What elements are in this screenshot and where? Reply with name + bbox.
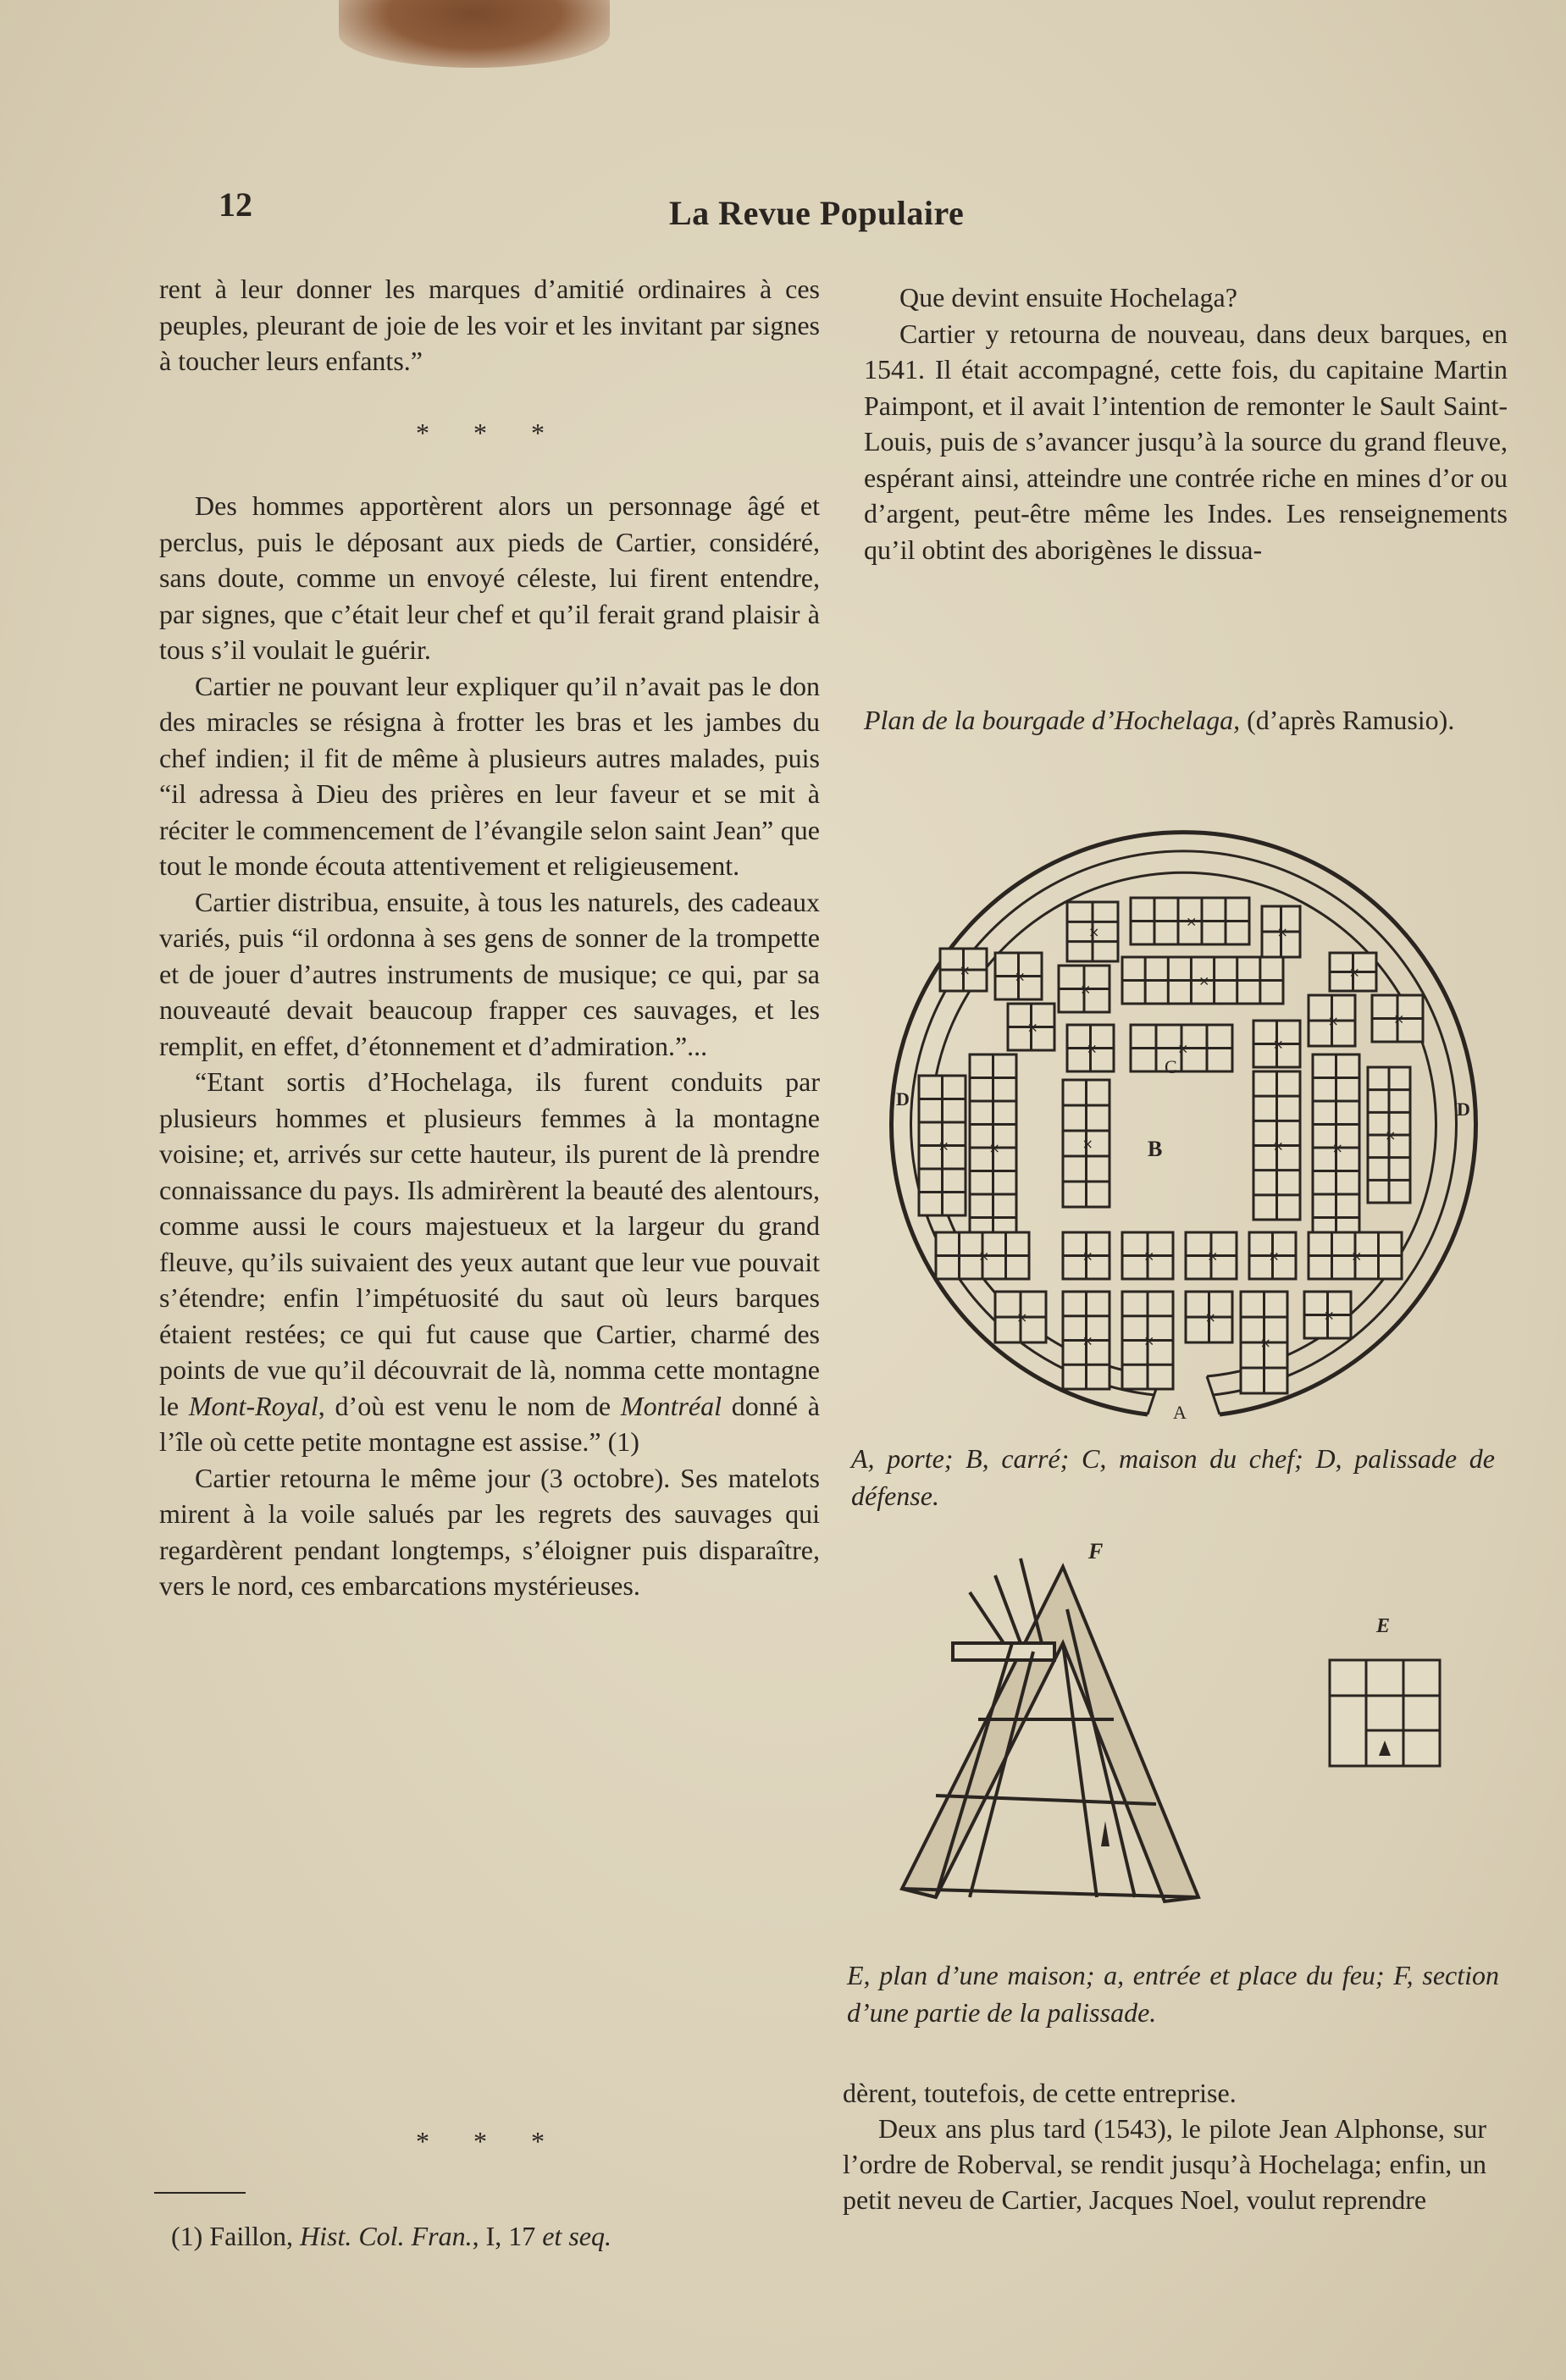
label-f: F	[1088, 1539, 1104, 1564]
fireplace-mark: ×	[938, 1137, 949, 1154]
running-head: La Revue Populaire	[669, 194, 965, 232]
fireplace-mark: ×	[1385, 1127, 1397, 1143]
text-run: , d’où est venu le nom de	[318, 1390, 621, 1421]
fireplace-mark: ×	[1082, 1248, 1093, 1265]
label-b: B	[1148, 1137, 1163, 1161]
fireplace-mark: ×	[1207, 1248, 1219, 1265]
house-plan-illustration	[1321, 1613, 1448, 1783]
place-name: Montréal	[620, 1390, 722, 1421]
fireplace-mark: ×	[959, 962, 971, 978]
fireplace-mark: ×	[1204, 1309, 1216, 1326]
fireplace-mark: ×	[1143, 1248, 1155, 1265]
paragraph	[159, 1064, 820, 1460]
citation-abbrev: et seq.	[542, 2221, 611, 2251]
right-column-continued	[843, 2075, 1486, 2217]
figure-caption: E, plan d’une maison; a, entrée et place du feu; F, section d’une partie de la palissade.	[847, 1960, 1499, 2028]
page-number: 12	[219, 185, 252, 224]
water-stain	[339, 0, 610, 68]
stake	[970, 1592, 1004, 1643]
fireplace-mark: ×	[978, 1248, 990, 1265]
section-separator: * * *	[416, 2126, 563, 2156]
caption-source: (d’après Ramusio).	[1240, 705, 1455, 735]
stake	[995, 1575, 1021, 1643]
paragraph: Cartier y retourna de nouveau, dans deux barques, en 1541. Il était accompagné, cette fois, du capitaine Martin Paimpont, et il avait l’intention de remonter le Sault Saint-Louis, puis de s’avancer jusqu’à la source du grand fleuve, espérant ainsi, atteindre une contrée riche en mines d’or ou d’argent, peut-être même les Indes. Les renseignements qu’il obtint des aborigènes le dissua-	[864, 318, 1508, 565]
label-a: A	[1173, 1402, 1187, 1419]
paragraph: Cartier ne pouvant leur expliquer qu’il n’avait pas le don des miracles se résigna à frotter les bras et les jambes du chef indien; il fit de même à plusieurs autres malades, puis “il adressa à Dieu des prières en leur faveur et se mit à réciter le commencement de l’évangile selon saint Jean” que tout le monde écouta attentivement et religieusement.	[159, 670, 820, 881]
fireplace-mark: ×	[1351, 1248, 1363, 1265]
paragraph: Des hommes apportèrent alors un personnage âgé et perclus, puis le déposant aux pieds de Cartier, considéré, sans doute, comme un envoyé céleste, lui firent entendre, par signes, que c’était leur chef et qu’il ferait grand plaisir à tous s’il voulait le guérir.	[159, 490, 820, 665]
fireplace-mark: ×	[1276, 924, 1288, 940]
fireplace-mark: ×	[1331, 1140, 1343, 1156]
citation-title: Hist. Col. Fran.	[299, 2221, 473, 2251]
place-name: Mont-Royal	[188, 1390, 318, 1421]
fireplace-mark: ×	[1082, 1332, 1093, 1349]
caption-title: Plan de la bourgade d’Hochelaga,	[864, 705, 1241, 735]
fireplace-mark: ×	[1259, 1335, 1271, 1351]
houses-group	[919, 898, 1423, 1393]
fireplace-mark: ×	[1143, 1332, 1155, 1349]
fireplace-mark: ×	[1088, 924, 1100, 940]
fireplace-mark: ×	[1086, 1040, 1098, 1057]
fireplace-mark: ×	[1082, 1136, 1093, 1152]
fireplace-mark: ×	[1026, 1019, 1038, 1036]
fireplace-mark: ×	[1348, 964, 1360, 981]
fireplace-mark: ×	[1272, 1036, 1284, 1053]
text-run: donné à l’île où cette petite montagne est assise.” (1)	[159, 1390, 820, 1457]
footnote-rule	[154, 2192, 246, 2194]
fireplace-mark: ×	[1393, 1010, 1405, 1027]
figure-caption: A, porte; B, carré; C, maison du chef; D, palissade de défense.	[851, 1443, 1495, 1511]
fireplace-mark: ×	[1016, 1309, 1028, 1326]
right-column	[864, 280, 1508, 567]
paragraph: Cartier distribua, ensuite, à tous les naturels, des cadeaux variés, puis “il ordonna à ses gens de sonner de la trompette et de jouer d’autres instruments de musique; ce qui, par sa nouveauté devait beaucoup frapper ces sauvages, et les remplit, en effet, d’étonnement et d’admiration.”...	[159, 886, 820, 1061]
fireplace-mark: ×	[1177, 1040, 1189, 1057]
gallery-platform	[953, 1643, 1054, 1660]
fireplace-mark: ×	[1327, 1013, 1339, 1029]
paragraph: Cartier retourna le même jour (3 octobre). Ses matelots mirent à la voile salués par les regrets des sauvages qui regardèrent pendant longtemps, s’éloigner puis disparaître, vers le nord, ces embarcations mystérieuses.	[159, 1462, 820, 1601]
footnote	[171, 2221, 611, 2252]
footnote-marker: (1) Faillon,	[171, 2221, 300, 2251]
fireplace-mark: ×	[1080, 981, 1092, 998]
arrow-mark	[1101, 1821, 1109, 1846]
paragraph: rent à leur donner les marques d’amitié ordinaires à ces peuples, pleurant de joie de les voir et les invitant par signes à toucher leurs enfants.”	[159, 274, 820, 376]
palisade-frame	[902, 1567, 1198, 1901]
fireplace-mark: ×	[1268, 1248, 1280, 1265]
fireplace-mark: ×	[988, 1140, 1000, 1156]
section-separator: * * *	[416, 417, 563, 448]
fireplace-mark: ×	[1323, 1307, 1335, 1324]
hochelaga-plan-illustration	[868, 817, 1503, 1419]
paragraph: Deux ans plus tard (1543), le pilote Jean Alphonse, sur l’ordre de Roberval, se rendit jusqu’à Hochelaga; enfin, un petit neveu de Cartier, Jacques Noel, voulut reprendre	[843, 2113, 1486, 2215]
fireplace-mark: ×	[1014, 968, 1026, 985]
base-beam	[902, 1889, 1198, 1897]
text-run: , I, 17	[472, 2221, 543, 2251]
paragraph: Que devint ensuite Hochelaga?	[899, 282, 1237, 313]
palisade-section-illustration	[885, 1525, 1224, 1923]
label-d-left: D	[896, 1088, 910, 1110]
fireplace-mark: ×	[1198, 972, 1210, 989]
label-c: C	[1165, 1056, 1177, 1077]
label-e: E	[1376, 1615, 1391, 1637]
label-d-right: D	[1457, 1099, 1470, 1120]
text-run: “Etant sortis d’Hochelaga, ils furent conduits par plusieurs hommes et plusieurs femmes à la montagne voisine; et, arrivés sur cette hauteur, ils purent de là prendre connaissance du pays. Ils admirèrent la beauté des alentours, comme aussi le cours majestueux et la largeur du grand fleuve, qu’ils suivaient des yeux autant que leur vue pouvait s’étendre; enfin l’impétuosité du saut où leurs barques étaient restées; ce qui fut cause que Cartier, charmé des points de vue qu’il découvrait de là, nomma cette montagne le	[159, 1066, 820, 1421]
paragraph: dèrent, toutefois, de cette entreprise.	[843, 2078, 1237, 2108]
left-column	[159, 271, 820, 1604]
fireplace-mark: ×	[1186, 913, 1198, 930]
figure-caption	[864, 701, 1508, 739]
fireplace-mark: ×	[1272, 1137, 1284, 1154]
